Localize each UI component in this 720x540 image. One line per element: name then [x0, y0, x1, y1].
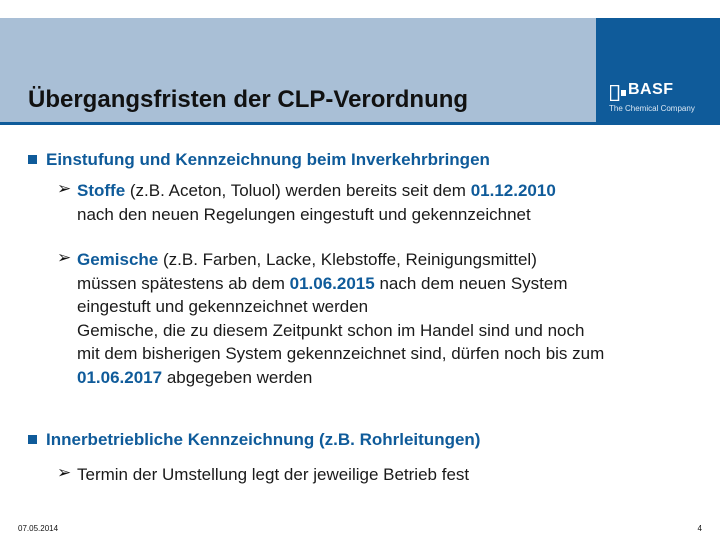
arrow-bullet-icon: ➢: [57, 179, 72, 199]
item-text: müssen spätestens ab dem: [77, 273, 290, 293]
item-text: (z.B. Aceton, Toluol) werden bereits seit dem: [125, 181, 471, 200]
footer-date: 07.05.2014: [18, 524, 59, 533]
section-heading: Innerbetriebliche Kennzeichnung (z.B. Rohrleitungen): [46, 430, 481, 449]
list-item-termin: Termin der Umstellung legt der jeweilige Betrieb fest: [77, 465, 470, 484]
list-item-line: [77, 272, 707, 296]
term-stoffe: Stoffe: [77, 181, 126, 200]
list-item-stoffe: [77, 179, 707, 226]
section-bullet-icon: [28, 155, 37, 164]
list-item-line: [77, 179, 707, 203]
term-gemische: Gemische: [77, 250, 159, 269]
logo-tagline: The Chemical Company: [609, 104, 695, 113]
list-item-line: [77, 248, 707, 272]
list-item-line: mit dem bisherigen System gekennzeichnet sind, dürfen noch bis zum: [77, 344, 605, 363]
item-text: nach dem neuen System: [374, 273, 568, 293]
basf-logo-icon: [610, 85, 626, 101]
list-item-line: Gemische, die zu diesem Zeitpunkt schon im Handel sind und noch: [77, 320, 585, 340]
arrow-bullet-icon: ➢: [57, 463, 72, 483]
section-bullet-icon: [28, 435, 37, 444]
section-heading: Einstufung und Kennzeichnung beim Inverkehrbringen: [46, 150, 490, 169]
list-item-line: nach den neuen Regelungen eingestuft und gekennzeichnet: [77, 204, 531, 224]
header-rule: [0, 122, 720, 125]
date-value: 01.12.2010: [470, 181, 556, 200]
logo-text: BASF: [628, 81, 674, 98]
date-value: 01.06.2015: [289, 273, 375, 293]
slide-title: Übergangsfristen der CLP-Verordnung: [28, 86, 469, 113]
date-value: 01.06.2017: [77, 367, 163, 387]
list-item-line: eingestuft und gekennzeichnet werden: [77, 297, 369, 316]
item-text: (z.B. Farben, Lacke, Klebstoffe, Reinigungsmittel): [158, 250, 537, 269]
item-text: abgegeben werden: [162, 367, 313, 387]
page-number: 4: [697, 524, 702, 533]
arrow-bullet-icon: ➢: [57, 248, 72, 268]
list-item-gemische: [77, 248, 707, 389]
list-item-line: [77, 366, 707, 390]
